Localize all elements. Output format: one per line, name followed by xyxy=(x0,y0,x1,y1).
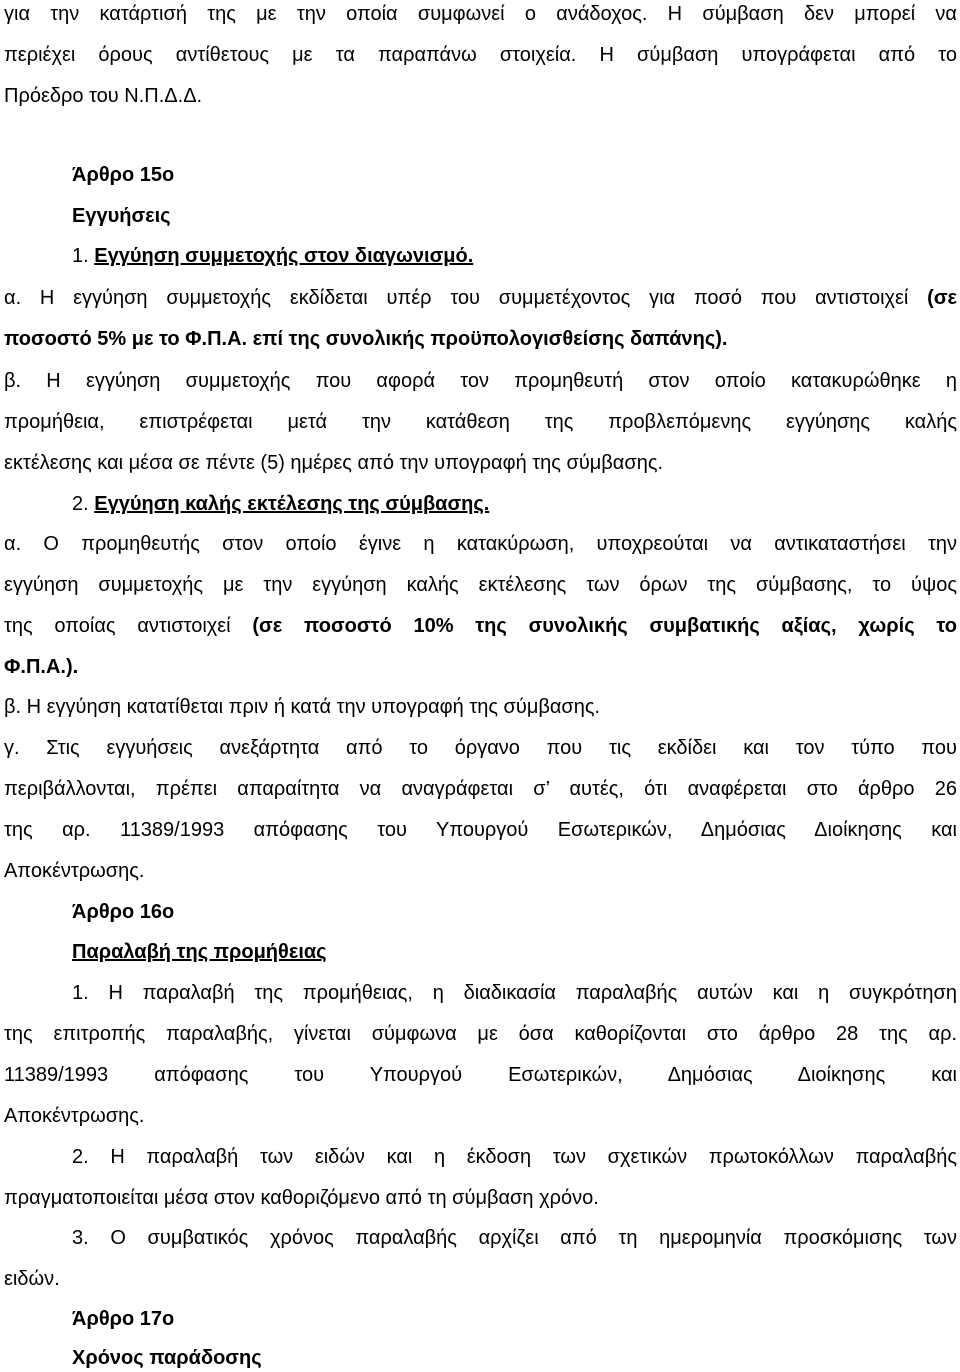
paragraph-line xyxy=(4,286,957,310)
paragraph-text: της οποίας αντιστοιχεί xyxy=(4,615,253,637)
paragraph-line: προμήθεια, επιστρέφεται μετά την κατάθεση της προβλεπόμενης εγγύησης καλής xyxy=(4,411,957,433)
paragraph-line: Αποκέντρωσης. xyxy=(4,860,145,882)
section-2-number: 2. xyxy=(72,493,95,515)
section-2-title: Εγγύηση καλής εκτέλεσης της σύμβασης. xyxy=(94,493,490,515)
paragraph-bold: (σε ποσοστό 10% της συνολικής συμβατικής αξίας, χωρίς το xyxy=(252,615,957,637)
article-16-subtitle: Παραλαβή της προμήθειας xyxy=(72,941,327,963)
article-16-title: Άρθρο 16ο xyxy=(72,901,175,923)
paragraph-line: Αποκέντρωσης. xyxy=(4,1105,145,1127)
article-15-title: Άρθρο 15ο xyxy=(72,164,175,186)
article-17-title: Άρθρο 17ο xyxy=(72,1308,175,1330)
article-17-subtitle: Χρόνος παράδοσης xyxy=(72,1347,262,1369)
paragraph-line: ποσοστό 5% με το Φ.Π.Α. επί της συνολικής προϋπολογισθείσης δαπάνης). xyxy=(4,328,728,350)
paragraph-bold: (σε xyxy=(927,287,957,309)
section-2-heading xyxy=(72,492,957,516)
paragraph-line: εκτέλεσης και μέσα σε πέντε (5) ημέρες από την υπογραφή της σύμβασης. xyxy=(4,452,664,474)
paragraph-line: για την κατάρτισή της με την οποία συμφωνεί ο ανάδοχος. Η σύμβαση δεν μπορεί να xyxy=(4,3,957,25)
section-1-title: Εγγύηση συμμετοχής στον διαγωνισμό. xyxy=(94,245,474,267)
paragraph-line: ειδών. xyxy=(4,1268,60,1290)
paragraph-line: β. Η εγγύηση συμμετοχής που αφορά τον προμηθευτή στον οποίο κατακυρώθηκε η xyxy=(4,370,957,392)
paragraph-line: Πρόεδρο του Ν.Π.Δ.Δ. xyxy=(4,85,203,107)
paragraph-line: εγγύηση συμμετοχής με την εγγύηση καλής εκτέλεσης των όρων της σύμβασης, το ύψος xyxy=(4,574,957,596)
paragraph-line: της επιτροπής παραλαβής, γίνεται σύμφωνα με όσα καθορίζονται στο άρθρο 28 της αρ. xyxy=(4,1023,957,1045)
paragraph-line: α. Ο προμηθευτής στον οποίο έγινε η κατακύρωση, υποχρεούται να αντικαταστήσει την xyxy=(4,533,957,555)
paragraph-line: β. Η εγγύηση κατατίθεται πριν ή κατά την υπογραφή της σύμβασης. xyxy=(4,696,601,718)
paragraph-text: α. Η εγγύηση συμμετοχής εκδίδεται υπέρ του συμμετέχοντος για ποσό που αντιστοιχεί xyxy=(4,287,928,309)
paragraph-line: 11389/1993 απόφασης του Υπουργού Εσωτερικών, Δημόσιας Διοίκησης και xyxy=(4,1064,957,1086)
section-1-number: 1. xyxy=(72,245,95,267)
article-15-subtitle: Εγγυήσεις xyxy=(72,205,171,227)
paragraph-line: γ. Στις εγγυήσεις ανεξάρτητα από το όργανο που τις εκδίδει και τον τύπο που xyxy=(4,737,957,759)
paragraph-line: Φ.Π.Α.). xyxy=(4,656,79,678)
paragraph-line: περιέχει όρους αντίθετους με τα παραπάνω στοιχεία. Η σύμβαση υπογράφεται από το xyxy=(4,44,957,66)
paragraph-line: 1. Η παραλαβή της προμήθειας, η διαδικασία παραλαβής αυτών και η συγκρότηση xyxy=(72,982,957,1004)
section-1-heading xyxy=(72,244,957,268)
paragraph-line: 3. Ο συμβατικός χρόνος παραλαβής αρχίζει από τη ημερομηνία προσκόμισης των xyxy=(72,1227,957,1249)
paragraph-line xyxy=(4,614,957,638)
paragraph-line: 2. Η παραλαβή των ειδών και η έκδοση των σχετικών πρωτοκόλλων παραλαβής xyxy=(72,1146,957,1168)
paragraph-line: της αρ. 11389/1993 απόφασης του Υπουργού Εσωτερικών, Δημόσιας Διοίκησης και xyxy=(4,819,957,841)
paragraph-line: πραγματοποιείται μέσα στον καθοριζόμενο από τη σύμβαση χρόνο. xyxy=(4,1187,599,1209)
paragraph-line: περιβάλλονται, πρέπει απαραίτητα να αναγράφεται σ’ αυτές, ότι αναφέρεται στο άρθρο 26 xyxy=(4,778,957,800)
